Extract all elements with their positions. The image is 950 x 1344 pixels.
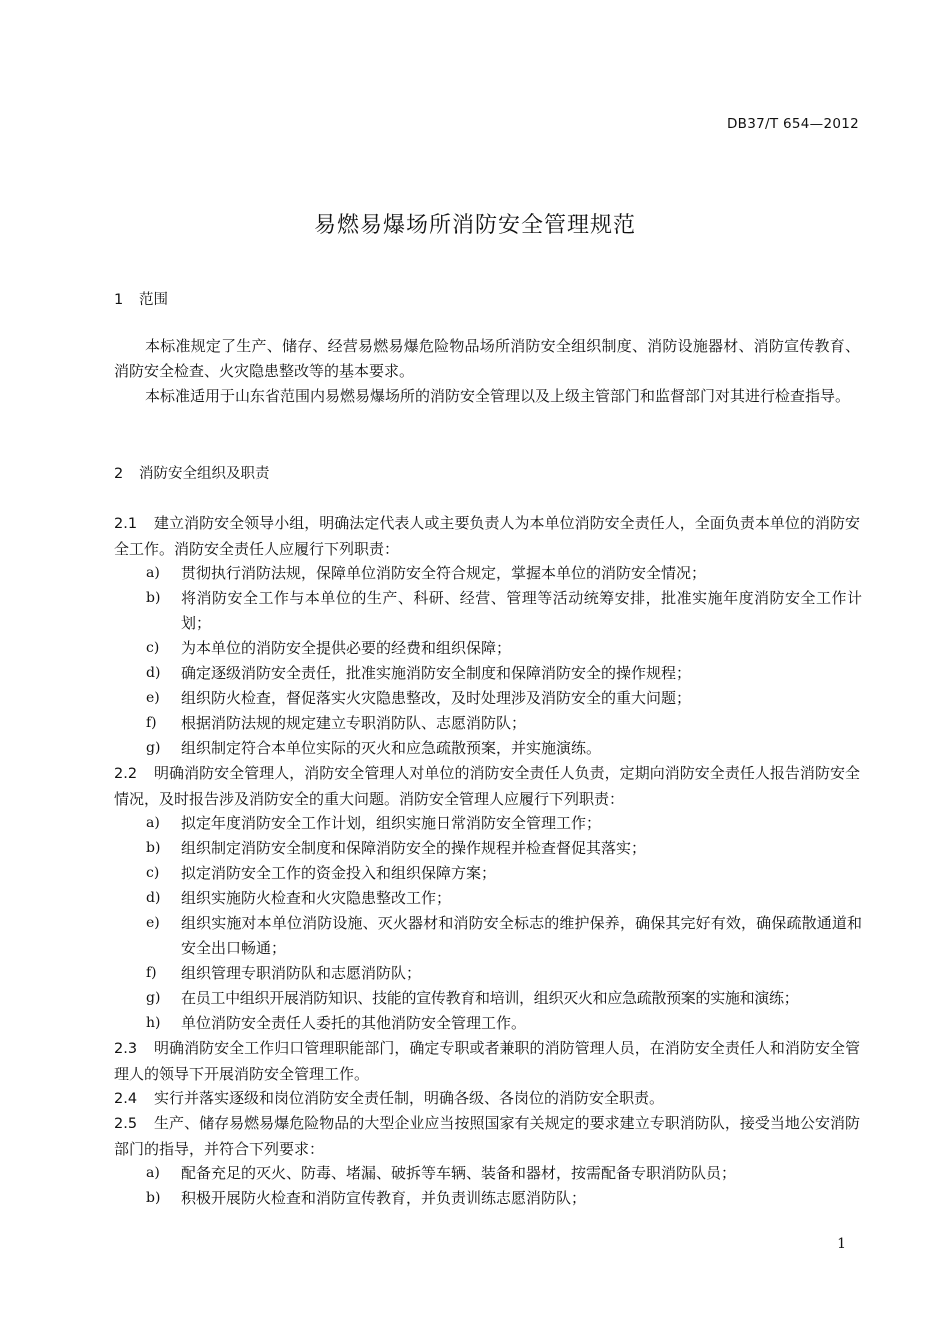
clause-text: 实行并落实逐级和岗位消防安全责任制，明确各级、各岗位的消防安全职责。 — [154, 1089, 665, 1107]
list-item — [146, 736, 862, 761]
item-marker: b) — [146, 1190, 161, 1206]
item-marker: f) — [146, 715, 157, 731]
clause-number: 2.3 — [114, 1041, 138, 1057]
list-item — [146, 911, 862, 961]
section-number: 2 — [114, 466, 124, 482]
item-marker: c) — [146, 865, 160, 881]
item-text: 拟定年度消防安全工作计划，组织实施日常消防安全管理工作； — [181, 814, 602, 832]
clause-2-1 — [114, 511, 860, 562]
section-title: 消防安全组织及职责 — [139, 466, 270, 482]
clause-number: 2.1 — [114, 516, 138, 532]
item-text: 贯彻执行消防法规，保障单位消防安全符合规定，掌握本单位的消防安全情况； — [181, 564, 707, 582]
item-text: 组织实施防火检查和火灾隐患整改工作； — [181, 889, 452, 907]
page-number: 1 — [837, 1236, 846, 1252]
paragraph-scope-1: 本标准规定了生产、储存、经营易燃易爆危险物品场所消防安全组织制度、消防设施器材、消防宣传教育、消防安全检查、火灾隐患整改等的基本要求。 — [114, 337, 860, 380]
paragraph-scope-2: 本标准适用于山东省范围内易燃易爆场所的消防安全管理以及上级主管部门和监督部门对其进行检查指导。 — [145, 387, 851, 405]
item-marker: d) — [146, 890, 161, 906]
item-marker: c) — [146, 640, 160, 656]
item-text: 组织制定消防安全制度和保障消防安全的操作规程并检查督促其落实； — [181, 839, 647, 857]
list-item — [146, 661, 862, 686]
list-item — [146, 711, 862, 736]
clause-2-2 — [114, 761, 860, 812]
section-heading-2 — [114, 462, 270, 483]
clause-text: 建立消防安全领导小组，明确法定代表人或主要负责人为本单位消防安全责任人，全面负责本单位的消防安全工作。消防安全责任人应履行下列职责： — [114, 514, 860, 558]
list-item — [146, 636, 862, 661]
item-marker: b) — [146, 590, 161, 606]
list-item — [146, 561, 862, 586]
item-marker: f) — [146, 965, 157, 981]
document-title: 易燃易爆场所消防安全管理规范 — [313, 213, 636, 238]
item-text: 拟定消防安全工作的资金投入和组织保障方案； — [181, 864, 497, 882]
item-text: 将消防安全工作与本单位的生产、科研、经营、管理等活动统筹安排，批准实施年度消防安全工作计划； — [181, 589, 862, 632]
item-text: 根据消防法规的规定建立专职消防队、志愿消防队； — [181, 714, 527, 732]
item-marker: d) — [146, 665, 161, 681]
item-marker: b) — [146, 840, 161, 856]
clause-2-3 — [114, 1036, 860, 1087]
list-item — [146, 1161, 862, 1186]
clause-2-5 — [114, 1111, 860, 1162]
clause-2-4 — [114, 1086, 860, 1112]
list-item — [146, 886, 862, 911]
list-item — [146, 1186, 862, 1211]
item-marker: a) — [146, 565, 160, 581]
section-number: 1 — [114, 292, 124, 308]
clause-text: 生产、储存易燃易爆危险物品的大型企业应当按照国家有关规定的要求建立专职消防队，接受当地公安消防部门的指导，并符合下列要求： — [114, 1114, 860, 1158]
clause-number: 2.2 — [114, 766, 138, 782]
list-item — [146, 961, 862, 986]
item-text: 组织实施对本单位消防设施、灭火器材和消防安全标志的维护保养，确保其完好有效，确保疏散通道和安全出口畅通； — [181, 914, 862, 957]
item-text: 配备充足的灭火、防毒、堵漏、破拆等车辆、装备和器材，按需配备专职消防队员； — [181, 1164, 737, 1182]
item-text: 为本单位的消防安全提供必要的经费和组织保障； — [181, 639, 512, 657]
item-marker: h) — [146, 1015, 161, 1031]
clause-number: 2.4 — [114, 1091, 138, 1107]
item-text: 组织制定符合本单位实际的灭火和应急疏散预案，并实施演练。 — [181, 739, 602, 757]
clause-number: 2.5 — [114, 1116, 138, 1132]
list-item — [146, 586, 862, 636]
item-text: 组织防火检查，督促落实火灾隐患整改，及时处理涉及消防安全的重大问题； — [181, 689, 692, 707]
list-item — [146, 686, 862, 711]
list-item — [146, 1011, 862, 1036]
list-item — [146, 811, 862, 836]
item-marker: e) — [146, 915, 160, 931]
item-text: 组织管理专职消防队和志愿消防队； — [181, 964, 422, 982]
item-marker: a) — [146, 815, 160, 831]
item-text: 在员工中组织开展消防知识、技能的宣传教育和培训，组织灭火和应急疏散预案的实施和演练； — [181, 989, 799, 1007]
item-text: 单位消防安全责任人委托的其他消防安全管理工作。 — [181, 1014, 527, 1032]
clause-text: 明确消防安全管理人，消防安全管理人对单位的消防安全责任人负责，定期向消防安全责任人报告消防安全情况，及时报告涉及消防安全的重大问题。消防安全管理人应履行下列职责： — [114, 764, 860, 808]
item-marker: g) — [146, 990, 161, 1006]
item-text: 确定逐级消防安全责任，批准实施消防安全制度和保障消防安全的操作规程； — [181, 664, 692, 682]
list-item — [146, 861, 862, 886]
item-text: 积极开展防火检查和消防宣传教育，并负责训练志愿消防队； — [181, 1189, 587, 1207]
section-heading-1 — [114, 288, 168, 309]
list-item — [146, 836, 862, 861]
section-title: 范围 — [139, 292, 168, 308]
item-marker: g) — [146, 740, 161, 756]
list-item — [146, 986, 862, 1011]
clause-text: 明确消防安全工作归口管理职能部门，确定专职或者兼职的消防管理人员，在消防安全责任人和消防安全管理人的领导下开展消防安全管理工作。 — [114, 1039, 860, 1083]
item-marker: e) — [146, 690, 160, 706]
standard-code: DB37/T 654—2012 — [726, 116, 859, 132]
item-marker: a) — [146, 1165, 160, 1181]
